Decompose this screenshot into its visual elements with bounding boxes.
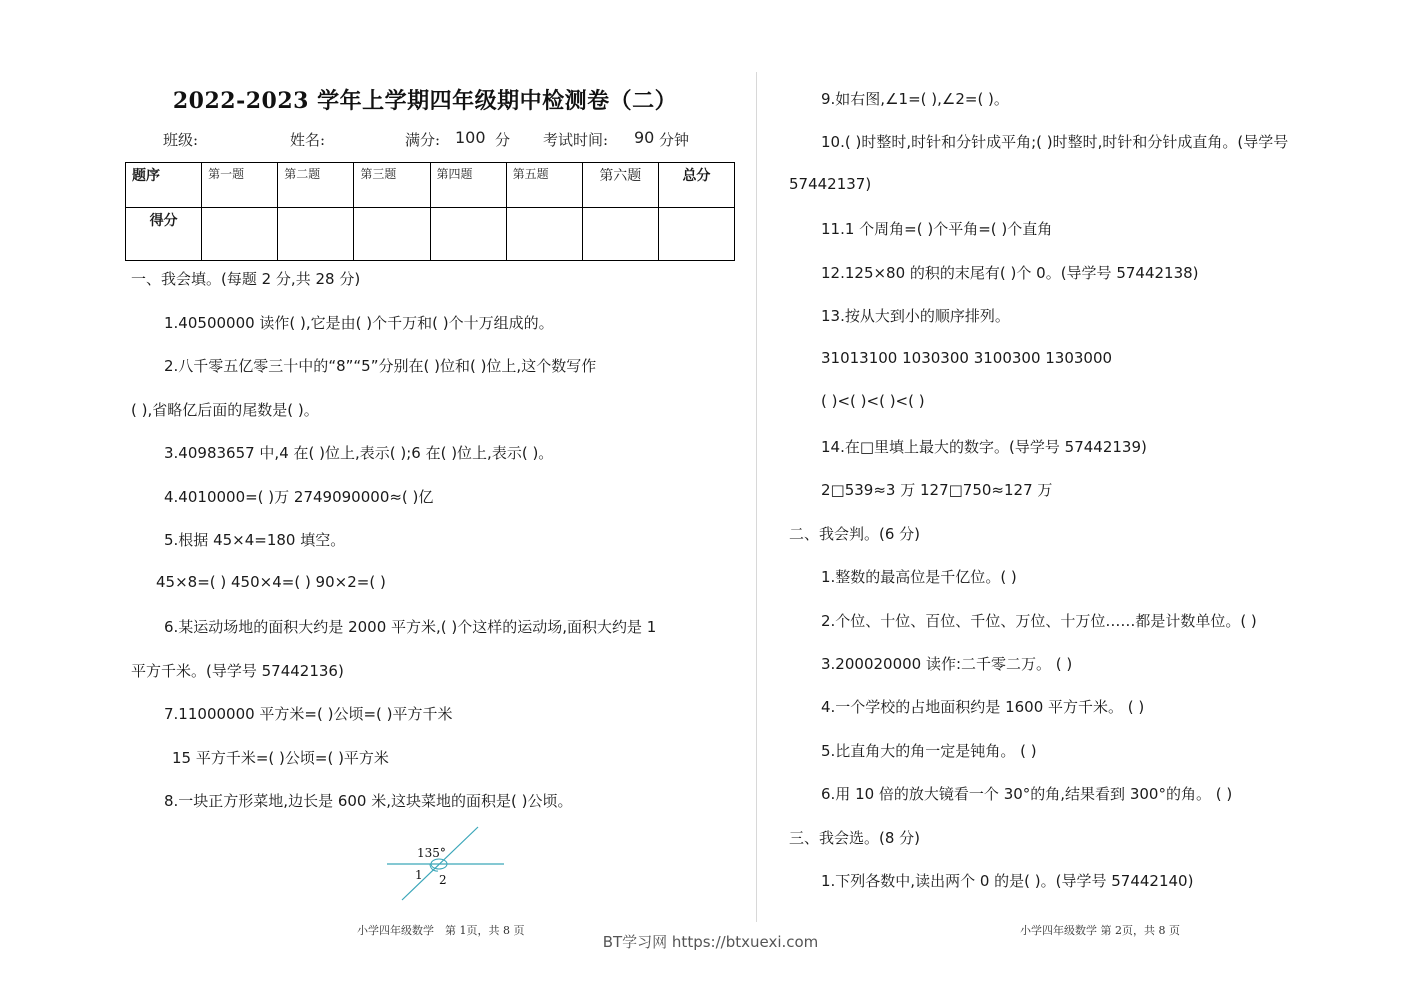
choose-item-1: 1.下列各数中,读出两个 0 的是( )。(导学号 57442140) bbox=[821, 872, 1194, 890]
section2-heading: 二、我会判。(6 分) bbox=[789, 525, 921, 543]
exam-title: 2022-2023 学年上学期四年级期中检测卷（二） bbox=[172, 88, 678, 114]
site-watermark: BT学习网 https://btxuexi.com bbox=[602, 933, 819, 951]
exam-time-value: 90 bbox=[634, 128, 655, 147]
question-1: 1.40500000 读作( ),它是由( )个千万和( )个十万组成的。 bbox=[164, 314, 554, 332]
header-cell-q2: 第二题 bbox=[278, 163, 354, 208]
header-cell-q3: 第三题 bbox=[354, 163, 430, 208]
question-14: 14.在□里填上最大的数字。(导学号 57442139) bbox=[821, 438, 1147, 456]
judge-item-6: 6.用 10 倍的放大镜看一个 30°的角,结果看到 300°的角。 ( ) bbox=[821, 785, 1233, 803]
score-table bbox=[125, 162, 735, 261]
section3-heading: 三、我会选。(8 分) bbox=[789, 829, 921, 847]
angle-135-label: 135° bbox=[417, 846, 446, 860]
page-divider bbox=[756, 72, 757, 922]
question-7-cont: 15 平方千米=( )公顷=( )平方米 bbox=[172, 749, 389, 767]
question-2-cont: ( ),省略亿后面的尾数是( )。 bbox=[131, 401, 319, 419]
header-cell-q4: 第四题 bbox=[430, 163, 506, 208]
score-cell-q2[interactable] bbox=[278, 208, 354, 261]
judge-item-2: 2.个位、十位、百位、千位、万位、十万位……都是计数单位。( ) bbox=[821, 612, 1257, 630]
question-10: 10.( )时整时,时针和分针成平角;( )时整时,时针和分针成直角。(导学号 bbox=[821, 133, 1289, 151]
header-cell-order: 题序 bbox=[126, 163, 202, 208]
question-2: 2.八千零五亿零三十中的“8”“5”分别在( )位和( )位上,这个数写作 bbox=[164, 357, 597, 375]
header-cell-q5: 第五题 bbox=[506, 163, 582, 208]
judge-item-1: 1.整数的最高位是千亿位。( ) bbox=[821, 568, 1017, 586]
judge-item-3: 3.200020000 读作:二千零二万。 ( ) bbox=[821, 655, 1073, 673]
question-13-numbers: 31013100 1030300 3100300 1303000 bbox=[821, 349, 1113, 367]
score-cell-q3[interactable] bbox=[354, 208, 430, 261]
question-5-blanks: 45×8=( ) 450×4=( ) 90×2=( ) bbox=[156, 573, 386, 591]
section1-heading: 一、我会填。(每题 2 分,共 28 分) bbox=[131, 270, 361, 288]
exam-time-label: 考试时间: bbox=[543, 131, 609, 149]
judge-item-4: 4.一个学校的占地面积约是 1600 平方千米。 ( ) bbox=[821, 698, 1145, 716]
question-6: 6.某运动场地的面积大约是 2000 平方米,( )个这样的运动场,面积大约是 1 bbox=[164, 618, 657, 636]
page1-footer: 小学四年级数学 第 1页，共 8 页 bbox=[357, 924, 525, 937]
question-6-cont: 平方千米。(导学号 57442136) bbox=[131, 662, 344, 680]
judge-item-5: 5.比直角大的角一定是钝角。 ( ) bbox=[821, 742, 1037, 760]
exam-time-unit: 分钟 bbox=[659, 131, 690, 149]
question-5: 5.根据 45×4=180 填空。 bbox=[164, 531, 346, 549]
class-label: 班级: bbox=[163, 131, 199, 149]
score-cell-q5[interactable] bbox=[506, 208, 582, 261]
header-cell-q1: 第一题 bbox=[202, 163, 278, 208]
question-3: 3.40983657 中,4 在( )位上,表示( );6 在( )位上,表示( )。 bbox=[164, 444, 554, 462]
score-cell-q1[interactable] bbox=[202, 208, 278, 261]
question-11: 11.1 个周角=( )个平角=( )个直角 bbox=[821, 220, 1053, 238]
question-13-blanks: ( )<( )<( )<( ) bbox=[821, 392, 925, 410]
score-cell-total[interactable] bbox=[658, 208, 734, 261]
question-4: 4.4010000=( )万 2749090000≈( )亿 bbox=[164, 488, 434, 506]
question-13: 13.按从大到小的顺序排列。 bbox=[821, 307, 1010, 325]
name-label: 姓名: bbox=[290, 131, 326, 149]
angle-2-label: 2 bbox=[439, 873, 447, 887]
score-cell-q4[interactable] bbox=[430, 208, 506, 261]
score-table-score-row bbox=[126, 208, 735, 261]
full-score-value: 100 bbox=[455, 128, 486, 147]
angle-1-label: 1 bbox=[415, 868, 423, 882]
page2-footer: 小学四年级数学 第 2页，共 8 页 bbox=[1020, 924, 1180, 937]
question-10-cont: 57442137) bbox=[789, 175, 872, 193]
question-12: 12.125×80 的积的末尾有( )个 0。(导学号 57442138) bbox=[821, 264, 1199, 282]
angle-diagram bbox=[384, 824, 509, 904]
full-score-unit: 分 bbox=[495, 131, 511, 149]
full-score-label: 满分: bbox=[405, 131, 441, 149]
header-cell-total: 总分 bbox=[658, 163, 734, 208]
question-7: 7.11000000 平方米=( )公顷=( )平方千米 bbox=[164, 705, 453, 723]
header-cell-q6: 第六题 bbox=[582, 163, 658, 208]
score-table-header-row bbox=[126, 163, 735, 208]
question-14-items: 2□539≈3 万 127□750≈127 万 bbox=[821, 481, 1053, 499]
question-9: 9.如右图,∠1=( ),∠2=( )。 bbox=[821, 90, 1009, 108]
score-cell-q6[interactable] bbox=[582, 208, 658, 261]
question-8: 8.一块正方形菜地,边长是 600 米,这块菜地的面积是( )公顷。 bbox=[164, 792, 573, 810]
score-row-label: 得分 bbox=[126, 208, 202, 261]
